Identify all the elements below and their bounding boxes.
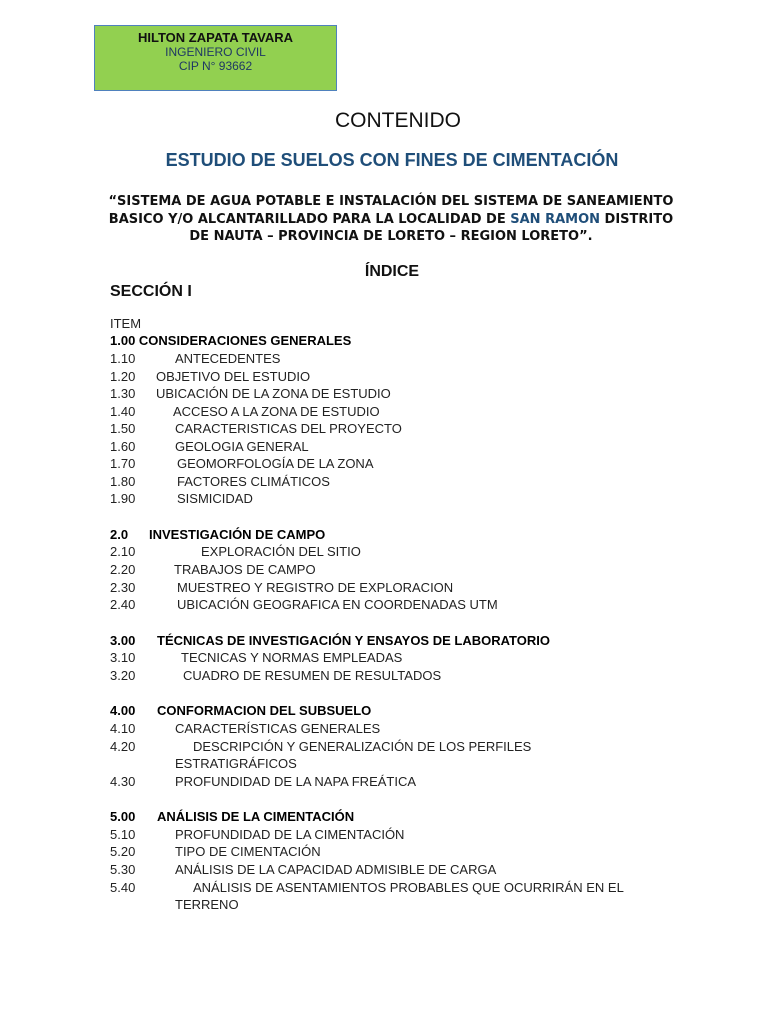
item-number: 4.10 [110,721,136,736]
section-1-title: 1.00 CONSIDERACIONES GENERALES [110,333,352,348]
project-name-part2: DISTRITO DE NAUTA – PROVINCIA DE LORETO – REGION LORETO”. [189,211,674,244]
item-text: CUADRO DE RESUMEN DE RESULTADOS [183,668,442,683]
section-heading: SECCIÓN I [110,283,192,300]
item-number: 1.20 [110,369,136,384]
item-text: TRABAJOS DE CAMPO [174,562,316,577]
item-text: GEOMORFOLOGÍA DE LA ZONA [177,456,374,471]
section-number: 3.00 [110,633,136,648]
item-text: CARACTERÍSTICAS GENERALES [175,721,381,736]
item-number: 5.20 [110,844,136,859]
item-text: MUESTREO Y REGISTRO DE EXPLORACION [177,580,454,595]
item-text: SISMICIDAD [177,491,253,506]
item-text: OBJETIVO DEL ESTUDIO [156,369,311,384]
section-title: INVESTIGACIÓN DE CAMPO [149,527,326,542]
item-text: UBICACIÓN DE LA ZONA DE ESTUDIO [156,386,391,401]
item-number: 2.30 [110,580,136,595]
item-number: 1.60 [110,439,136,454]
item-text: EXPLORACIÓN DEL SITIO [201,544,361,559]
project-location: SAN RAMON [510,211,601,227]
item-text: UBICACIÓN GEOGRAFICA EN COORDENADAS UTM [177,597,498,612]
item-text: PROFUNDIDAD DE LA CIMENTACIÓN [175,827,405,842]
item-text: ANTECEDENTES [175,351,281,366]
item-number: 5.40 [110,880,136,895]
item-number: 1.90 [110,491,136,506]
item-text: ACCESO A LA ZONA DE ESTUDIO [173,404,380,419]
item-number: 5.30 [110,862,136,877]
item-number: 2.10 [110,544,136,559]
section-number: 4.00 [110,703,136,718]
item-number: 1.80 [110,474,136,489]
section-title: ANÁLISIS DE LA CIMENTACIÓN [157,809,355,824]
item-text: ANÁLISIS DE ASENTAMIENTOS PROBABLES QUE OCURRIRÁN EN EL [193,880,624,895]
item-number: 5.10 [110,827,136,842]
item-label: ITEM [110,316,142,331]
project-name [100,193,682,246]
item-text: CARACTERISTICAS DEL PROYECTO [175,421,402,436]
engineer-cip: CIP N° 93662 [178,59,253,73]
section-number: 5.00 [110,809,136,824]
item-text: GEOLOGIA GENERAL [175,439,309,454]
engineer-stamp [94,25,337,91]
project-name-part1: “SISTEMA DE AGUA POTABLE E INSTALACIÓN DEL SISTEMA DE SANEAMIENTO BASICO Y/O ALCANTARILLADO PARA LA LOCALIDAD DE [108,194,674,227]
item-text: ESTRATIGRÁFICOS [175,756,297,771]
item-number: 2.20 [110,562,136,577]
item-text: TIPO DE CIMENTACIÓN [175,844,321,859]
item-number: 1.40 [110,404,136,419]
engineer-name: HILTON ZAPATA TAVARA [137,30,294,45]
item-number: 1.50 [110,421,136,436]
item-text: DESCRIPCIÓN Y GENERALIZACIÓN DE LOS PERFILES [193,739,532,754]
index-heading: ÍNDICE [364,263,420,280]
item-text: TERRENO [175,897,239,912]
document-title: CONTENIDO [335,109,461,132]
item-text: FACTORES CLIMÁTICOS [177,474,330,489]
engineer-profession: INGENIERO CIVIL [165,45,266,59]
item-text: ANÁLISIS DE LA CAPACIDAD ADMISIBLE DE CARGA [175,862,497,877]
document-subtitle: ESTUDIO DE SUELOS CON FINES DE CIMENTACIÓN [165,150,619,170]
section-title: TÉCNICAS DE INVESTIGACIÓN Y ENSAYOS DE LABORATORIO [157,633,550,648]
item-number: 3.20 [110,668,136,683]
item-text: PROFUNDIDAD DE LA NAPA FREÁTICA [175,774,417,789]
item-number: 1.70 [110,456,136,471]
section-title: CONFORMACION DEL SUBSUELO [157,703,372,718]
item-number: 1.10 [110,351,136,366]
item-number: 4.30 [110,774,136,789]
item-text: TECNICAS Y NORMAS EMPLEADAS [181,650,403,665]
item-number: 3.10 [110,650,136,665]
item-number: 2.40 [110,597,136,612]
item-number: 1.30 [110,386,136,401]
item-number: 4.20 [110,739,136,754]
section-number: 2.0 [110,527,129,542]
